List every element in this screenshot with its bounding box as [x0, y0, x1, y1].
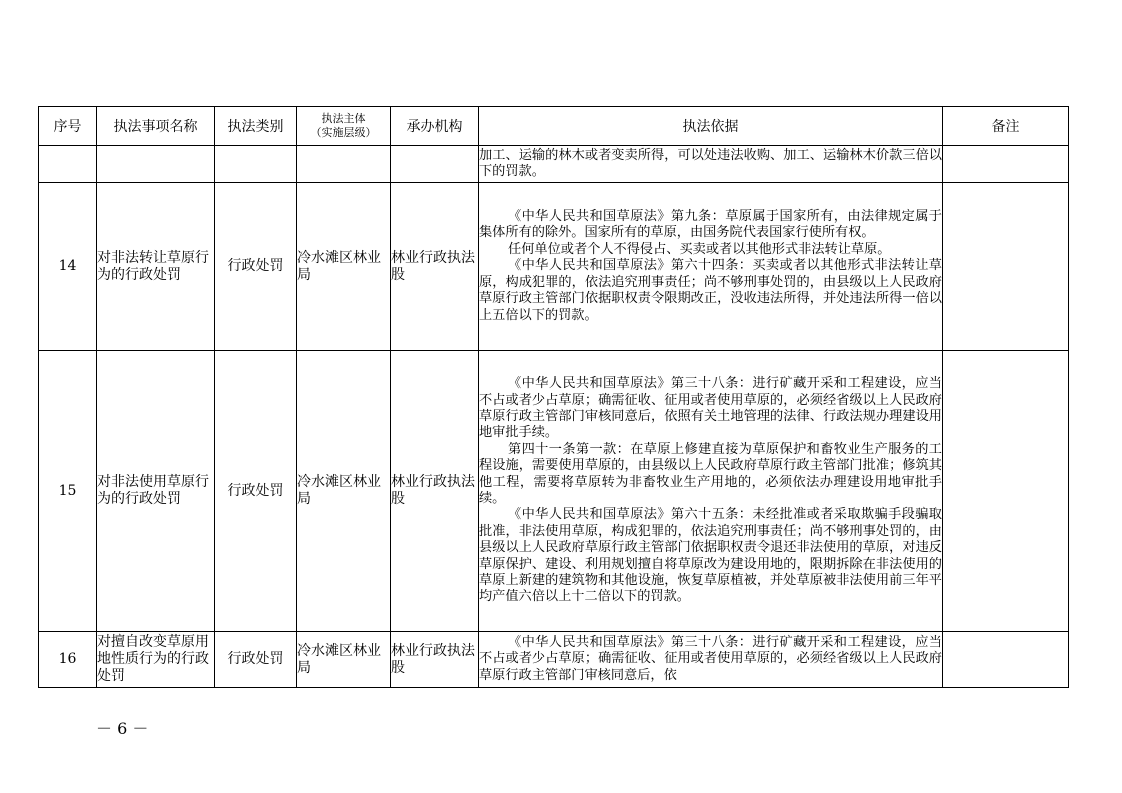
table-row	[39, 351, 1069, 632]
cell-agency: 林业行政执法股	[391, 183, 479, 351]
header-subject-line2: （实施层级）	[310, 126, 377, 139]
enforcement-table	[38, 106, 1069, 688]
basis-paragraph: 第四十一条第一款：在草原上修建直接为草原保护和畜牧业生产服务的工程设施，需要使用草原的，由县级以上人民政府草原行政主管部门批准；修筑其他工程，需要将草原转为非畜牧业生产用地的，必须依法办理建设用地审批手续。	[479, 441, 942, 506]
cell-type: 行政处罚	[215, 351, 297, 632]
cell-name: 对非法使用草原行为的行政处罚	[97, 351, 215, 632]
cell-note	[943, 351, 1069, 632]
header-seq: 序号	[39, 107, 97, 146]
header-basis: 执法依据	[479, 107, 943, 146]
page-number: － 6 －	[96, 719, 149, 738]
header-subject-line1: 执法主体	[321, 112, 366, 125]
cell-subject: 冷水滩区林业局	[297, 632, 391, 688]
cell-subject: 冷水滩区林业局	[297, 351, 391, 632]
header-agency: 承办机构	[391, 107, 479, 146]
cell-agency: 林业行政执法股	[391, 351, 479, 632]
cell-type	[215, 146, 297, 183]
cell-basis	[479, 632, 943, 688]
cell-type: 行政处罚	[215, 183, 297, 351]
basis-paragraph: 《中华人民共和国草原法》第九条：草原属于国家所有，由法律规定属于集体所有的除外。国家所有的草原，由国务院代表国家行使所有权。	[479, 209, 942, 241]
cell-seq: 14	[39, 183, 97, 351]
cell-name: 对擅自改变草原用地性质行为的行政处罚	[97, 632, 215, 688]
cell-subject	[297, 146, 391, 183]
basis-paragraph: 《中华人民共和国草原法》第三十八条：进行矿藏开采和工程建设，应当不占或者少占草原；确需征收、征用或者使用草原的，必须经省级以上人民政府草原行政主管部门审核同意后，依	[479, 634, 942, 683]
table-row	[39, 183, 1069, 351]
cell-basis	[479, 351, 943, 632]
basis-paragraph: 任何单位或者个人不得侵占、买卖或者以其他形式非法转让草原。	[508, 241, 891, 257]
basis-paragraph: 《中华人民共和国草原法》第三十八条：进行矿藏开采和工程建设，应当不占或者少占草原；确需征收、征用或者使用草原的，必须经省级以上人民政府草原行政主管部门审核同意后，依照有关土地管理的法律、行政法规办理建设用地审批手续。	[479, 376, 942, 441]
header-row	[39, 107, 1069, 146]
cell-seq: 16	[39, 632, 97, 688]
table-row-continued	[39, 146, 1069, 183]
cell-type: 行政处罚	[215, 632, 297, 688]
cell-note	[943, 183, 1069, 351]
header-type: 执法类别	[215, 107, 297, 146]
basis-paragraph: 《中华人民共和国草原法》第六十四条：买卖或者以其他形式非法转让草原，构成犯罪的，依法追究刑事责任；尚不够刑事处罚的，由县级以上人民政府草原行政主管部门依据职权责令限期改正，没收违法所得，并处违法所得一倍以上五倍以下的罚款。	[479, 258, 942, 323]
cell-note	[943, 146, 1069, 183]
table-row	[39, 632, 1069, 688]
basis-paragraph: 《中华人民共和国草原法》第六十五条：未经批准或者采取欺骗手段骗取批准，非法使用草原，构成犯罪的，依法追究刑事责任；尚不够刑事处罚的，由县级以上人民政府草原行政主管部门依据职权责令退还非法使用的草原，对违反草原保护、建设、利用规划擅自将草原改为建设用地的，限期拆除在非法使用的草原上新建的建筑物和其他设施，恢复草原植被，并处草原被非法使用前三年平均产值六倍以上十二倍以下的罚款。	[479, 507, 942, 605]
header-note: 备注	[943, 107, 1069, 146]
cell-basis	[479, 183, 943, 351]
header-name: 执法事项名称	[97, 107, 215, 146]
cell-note	[943, 632, 1069, 688]
cell-basis	[479, 146, 943, 183]
basis-paragraph: 加工、运输的林木或者变卖所得，可以处违法收购、加工、运输林木价款三倍以下的罚款。	[479, 147, 942, 179]
cell-seq	[39, 146, 97, 183]
cell-subject: 冷水滩区林业局	[297, 183, 391, 351]
cell-seq: 15	[39, 351, 97, 632]
cell-name	[97, 146, 215, 183]
cell-name: 对非法转让草原行为的行政处罚	[97, 183, 215, 351]
cell-agency	[391, 146, 479, 183]
header-subject	[297, 107, 391, 146]
cell-agency: 林业行政执法股	[391, 632, 479, 688]
